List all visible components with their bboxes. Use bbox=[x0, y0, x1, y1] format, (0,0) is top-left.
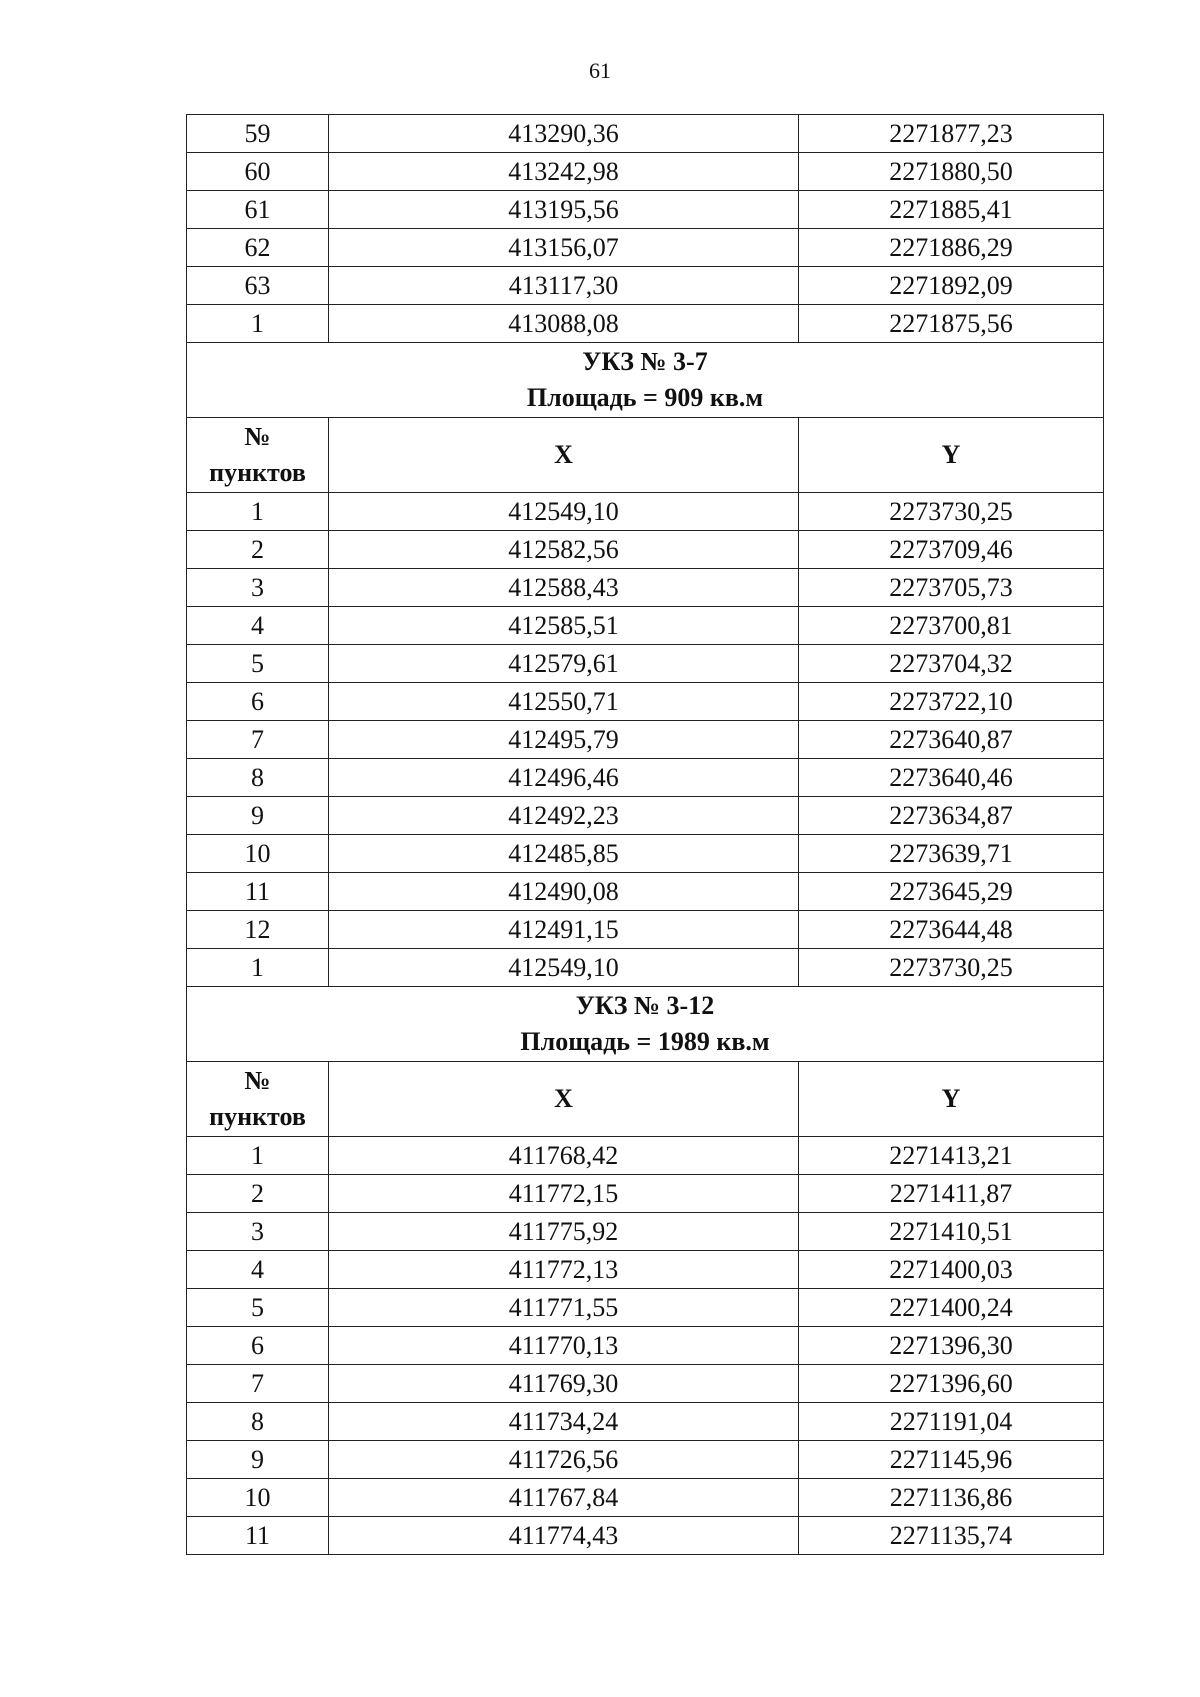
x-coordinate-cell: 412490,08 bbox=[329, 873, 799, 911]
section-area: Площадь = 909 кв.м bbox=[526, 383, 764, 412]
x-coordinate-cell: 412496,46 bbox=[329, 759, 799, 797]
point-number-cell: 4 bbox=[187, 1251, 329, 1289]
y-coordinate-cell: 2273634,87 bbox=[799, 797, 1104, 835]
point-number-cell: 5 bbox=[187, 645, 329, 683]
y-column-header: Y bbox=[799, 1062, 1104, 1137]
table-row bbox=[187, 1365, 1104, 1403]
point-number-cell: 63 bbox=[187, 267, 329, 305]
point-number-cell: 1 bbox=[187, 305, 329, 343]
y-coordinate-cell: 2273639,71 bbox=[799, 835, 1104, 873]
point-number-cell: 6 bbox=[187, 683, 329, 721]
point-number-cell: 7 bbox=[187, 1365, 329, 1403]
x-coordinate-cell: 412495,79 bbox=[329, 721, 799, 759]
point-number-cell: 9 bbox=[187, 1441, 329, 1479]
table-row bbox=[187, 1479, 1104, 1517]
x-coordinate-cell: 411768,42 bbox=[329, 1137, 799, 1175]
x-coordinate-cell: 412550,71 bbox=[329, 683, 799, 721]
point-number-cell: 1 bbox=[187, 1137, 329, 1175]
y-coordinate-cell: 2271892,09 bbox=[799, 267, 1104, 305]
y-coordinate-cell: 2273640,46 bbox=[799, 759, 1104, 797]
point-number-cell: 61 bbox=[187, 191, 329, 229]
y-coordinate-cell: 2273722,10 bbox=[799, 683, 1104, 721]
point-number-cell: 10 bbox=[187, 835, 329, 873]
table-row bbox=[187, 1251, 1104, 1289]
x-column-header: X bbox=[329, 1062, 799, 1137]
x-coordinate-cell: 412485,85 bbox=[329, 835, 799, 873]
y-column-header: Y bbox=[799, 418, 1104, 493]
point-number-cell: 62 bbox=[187, 229, 329, 267]
point-number-header-label: пунктов bbox=[209, 1102, 306, 1131]
x-coordinate-cell: 411772,13 bbox=[329, 1251, 799, 1289]
y-coordinate-cell: 2271410,51 bbox=[799, 1213, 1104, 1251]
x-coordinate-cell: 412579,61 bbox=[329, 645, 799, 683]
y-coordinate-cell: 2271400,03 bbox=[799, 1251, 1104, 1289]
table-row bbox=[187, 683, 1104, 721]
section-title-row bbox=[187, 343, 1104, 418]
y-coordinate-cell: 2271145,96 bbox=[799, 1441, 1104, 1479]
point-number-cell: 3 bbox=[187, 1213, 329, 1251]
table-row bbox=[187, 873, 1104, 911]
x-coordinate-cell: 412492,23 bbox=[329, 797, 799, 835]
y-coordinate-cell: 2271396,60 bbox=[799, 1365, 1104, 1403]
section-title: УКЗ № 3-12 bbox=[575, 991, 715, 1020]
y-coordinate-cell: 2271877,23 bbox=[799, 115, 1104, 153]
x-coordinate-cell: 412491,15 bbox=[329, 911, 799, 949]
table-row bbox=[187, 949, 1104, 987]
table-row bbox=[187, 305, 1104, 343]
point-number-header-symbol: № bbox=[244, 1066, 271, 1095]
y-coordinate-cell: 2271875,56 bbox=[799, 305, 1104, 343]
table-row bbox=[187, 759, 1104, 797]
coordinates-table-body bbox=[187, 115, 1104, 1555]
point-number-cell: 60 bbox=[187, 153, 329, 191]
x-coordinate-cell: 411767,84 bbox=[329, 1479, 799, 1517]
x-coordinate-cell: 413088,08 bbox=[329, 305, 799, 343]
y-coordinate-cell: 2273700,81 bbox=[799, 607, 1104, 645]
table-row bbox=[187, 721, 1104, 759]
table-row bbox=[187, 153, 1104, 191]
point-number-cell: 2 bbox=[187, 1175, 329, 1213]
y-coordinate-cell: 2273730,25 bbox=[799, 493, 1104, 531]
y-coordinate-cell: 2271880,50 bbox=[799, 153, 1104, 191]
x-coordinate-cell: 411769,30 bbox=[329, 1365, 799, 1403]
x-coordinate-cell: 411774,43 bbox=[329, 1517, 799, 1555]
table-row bbox=[187, 569, 1104, 607]
column-header-row bbox=[187, 418, 1104, 493]
y-coordinate-cell: 2271413,21 bbox=[799, 1137, 1104, 1175]
y-coordinate-cell: 2271885,41 bbox=[799, 191, 1104, 229]
table-row bbox=[187, 1289, 1104, 1327]
x-coordinate-cell: 413195,56 bbox=[329, 191, 799, 229]
point-number-cell: 3 bbox=[187, 569, 329, 607]
table-row bbox=[187, 645, 1104, 683]
x-coordinate-cell: 413156,07 bbox=[329, 229, 799, 267]
y-coordinate-cell: 2273645,29 bbox=[799, 873, 1104, 911]
point-number-cell: 11 bbox=[187, 1517, 329, 1555]
y-coordinate-cell: 2273640,87 bbox=[799, 721, 1104, 759]
y-coordinate-cell: 2271411,87 bbox=[799, 1175, 1104, 1213]
section-title-row bbox=[187, 987, 1104, 1062]
x-coordinate-cell: 412582,56 bbox=[329, 531, 799, 569]
x-coordinate-cell: 411726,56 bbox=[329, 1441, 799, 1479]
y-coordinate-cell: 2273644,48 bbox=[799, 911, 1104, 949]
table-row bbox=[187, 1327, 1104, 1365]
table-row bbox=[187, 191, 1104, 229]
y-coordinate-cell: 2271886,29 bbox=[799, 229, 1104, 267]
x-column-header: X bbox=[329, 418, 799, 493]
point-number-cell: 12 bbox=[187, 911, 329, 949]
x-coordinate-cell: 412588,43 bbox=[329, 569, 799, 607]
table-row bbox=[187, 911, 1104, 949]
x-coordinate-cell: 411770,13 bbox=[329, 1327, 799, 1365]
y-coordinate-cell: 2271400,24 bbox=[799, 1289, 1104, 1327]
table-row bbox=[187, 607, 1104, 645]
table-row bbox=[187, 267, 1104, 305]
section-title-cell bbox=[187, 343, 1104, 418]
section-area: Площадь = 1989 кв.м bbox=[520, 1027, 770, 1056]
x-coordinate-cell: 413242,98 bbox=[329, 153, 799, 191]
table-row bbox=[187, 493, 1104, 531]
y-coordinate-cell: 2273705,73 bbox=[799, 569, 1104, 607]
table-row bbox=[187, 531, 1104, 569]
point-number-header bbox=[187, 418, 329, 493]
table-row bbox=[187, 229, 1104, 267]
point-number-cell: 9 bbox=[187, 797, 329, 835]
point-number-cell: 11 bbox=[187, 873, 329, 911]
x-coordinate-cell: 411775,92 bbox=[329, 1213, 799, 1251]
table-row bbox=[187, 1137, 1104, 1175]
y-coordinate-cell: 2273704,32 bbox=[799, 645, 1104, 683]
table-row bbox=[187, 1517, 1104, 1555]
point-number-cell: 2 bbox=[187, 531, 329, 569]
y-coordinate-cell: 2271396,30 bbox=[799, 1327, 1104, 1365]
point-number-header-symbol: № bbox=[244, 422, 271, 451]
y-coordinate-cell: 2273709,46 bbox=[799, 531, 1104, 569]
x-coordinate-cell: 412549,10 bbox=[329, 493, 799, 531]
section-title-cell bbox=[187, 987, 1104, 1062]
point-number-cell: 1 bbox=[187, 949, 329, 987]
x-coordinate-cell: 411772,15 bbox=[329, 1175, 799, 1213]
table-row bbox=[187, 1403, 1104, 1441]
point-number-cell: 59 bbox=[187, 115, 329, 153]
x-coordinate-cell: 411771,55 bbox=[329, 1289, 799, 1327]
point-number-cell: 1 bbox=[187, 493, 329, 531]
point-number-cell: 10 bbox=[187, 1479, 329, 1517]
x-coordinate-cell: 412549,10 bbox=[329, 949, 799, 987]
table-row bbox=[187, 115, 1104, 153]
point-number-header bbox=[187, 1062, 329, 1137]
table-row bbox=[187, 1441, 1104, 1479]
y-coordinate-cell: 2271136,86 bbox=[799, 1479, 1104, 1517]
x-coordinate-cell: 413117,30 bbox=[329, 267, 799, 305]
point-number-cell: 6 bbox=[187, 1327, 329, 1365]
section-title: УКЗ № 3-7 bbox=[582, 347, 708, 376]
x-coordinate-cell: 413290,36 bbox=[329, 115, 799, 153]
table-row bbox=[187, 835, 1104, 873]
point-number-cell: 4 bbox=[187, 607, 329, 645]
point-number-cell: 7 bbox=[187, 721, 329, 759]
table-row bbox=[187, 797, 1104, 835]
point-number-cell: 8 bbox=[187, 1403, 329, 1441]
point-number-cell: 5 bbox=[187, 1289, 329, 1327]
page-number: 61 bbox=[589, 58, 611, 83]
table-row bbox=[187, 1213, 1104, 1251]
coordinates-table bbox=[186, 114, 1104, 1555]
y-coordinate-cell: 2271135,74 bbox=[799, 1517, 1104, 1555]
table-row bbox=[187, 1175, 1104, 1213]
y-coordinate-cell: 2271191,04 bbox=[799, 1403, 1104, 1441]
x-coordinate-cell: 412585,51 bbox=[329, 607, 799, 645]
y-coordinate-cell: 2273730,25 bbox=[799, 949, 1104, 987]
x-coordinate-cell: 411734,24 bbox=[329, 1403, 799, 1441]
point-number-header-label: пунктов bbox=[209, 458, 306, 487]
column-header-row bbox=[187, 1062, 1104, 1137]
point-number-cell: 8 bbox=[187, 759, 329, 797]
